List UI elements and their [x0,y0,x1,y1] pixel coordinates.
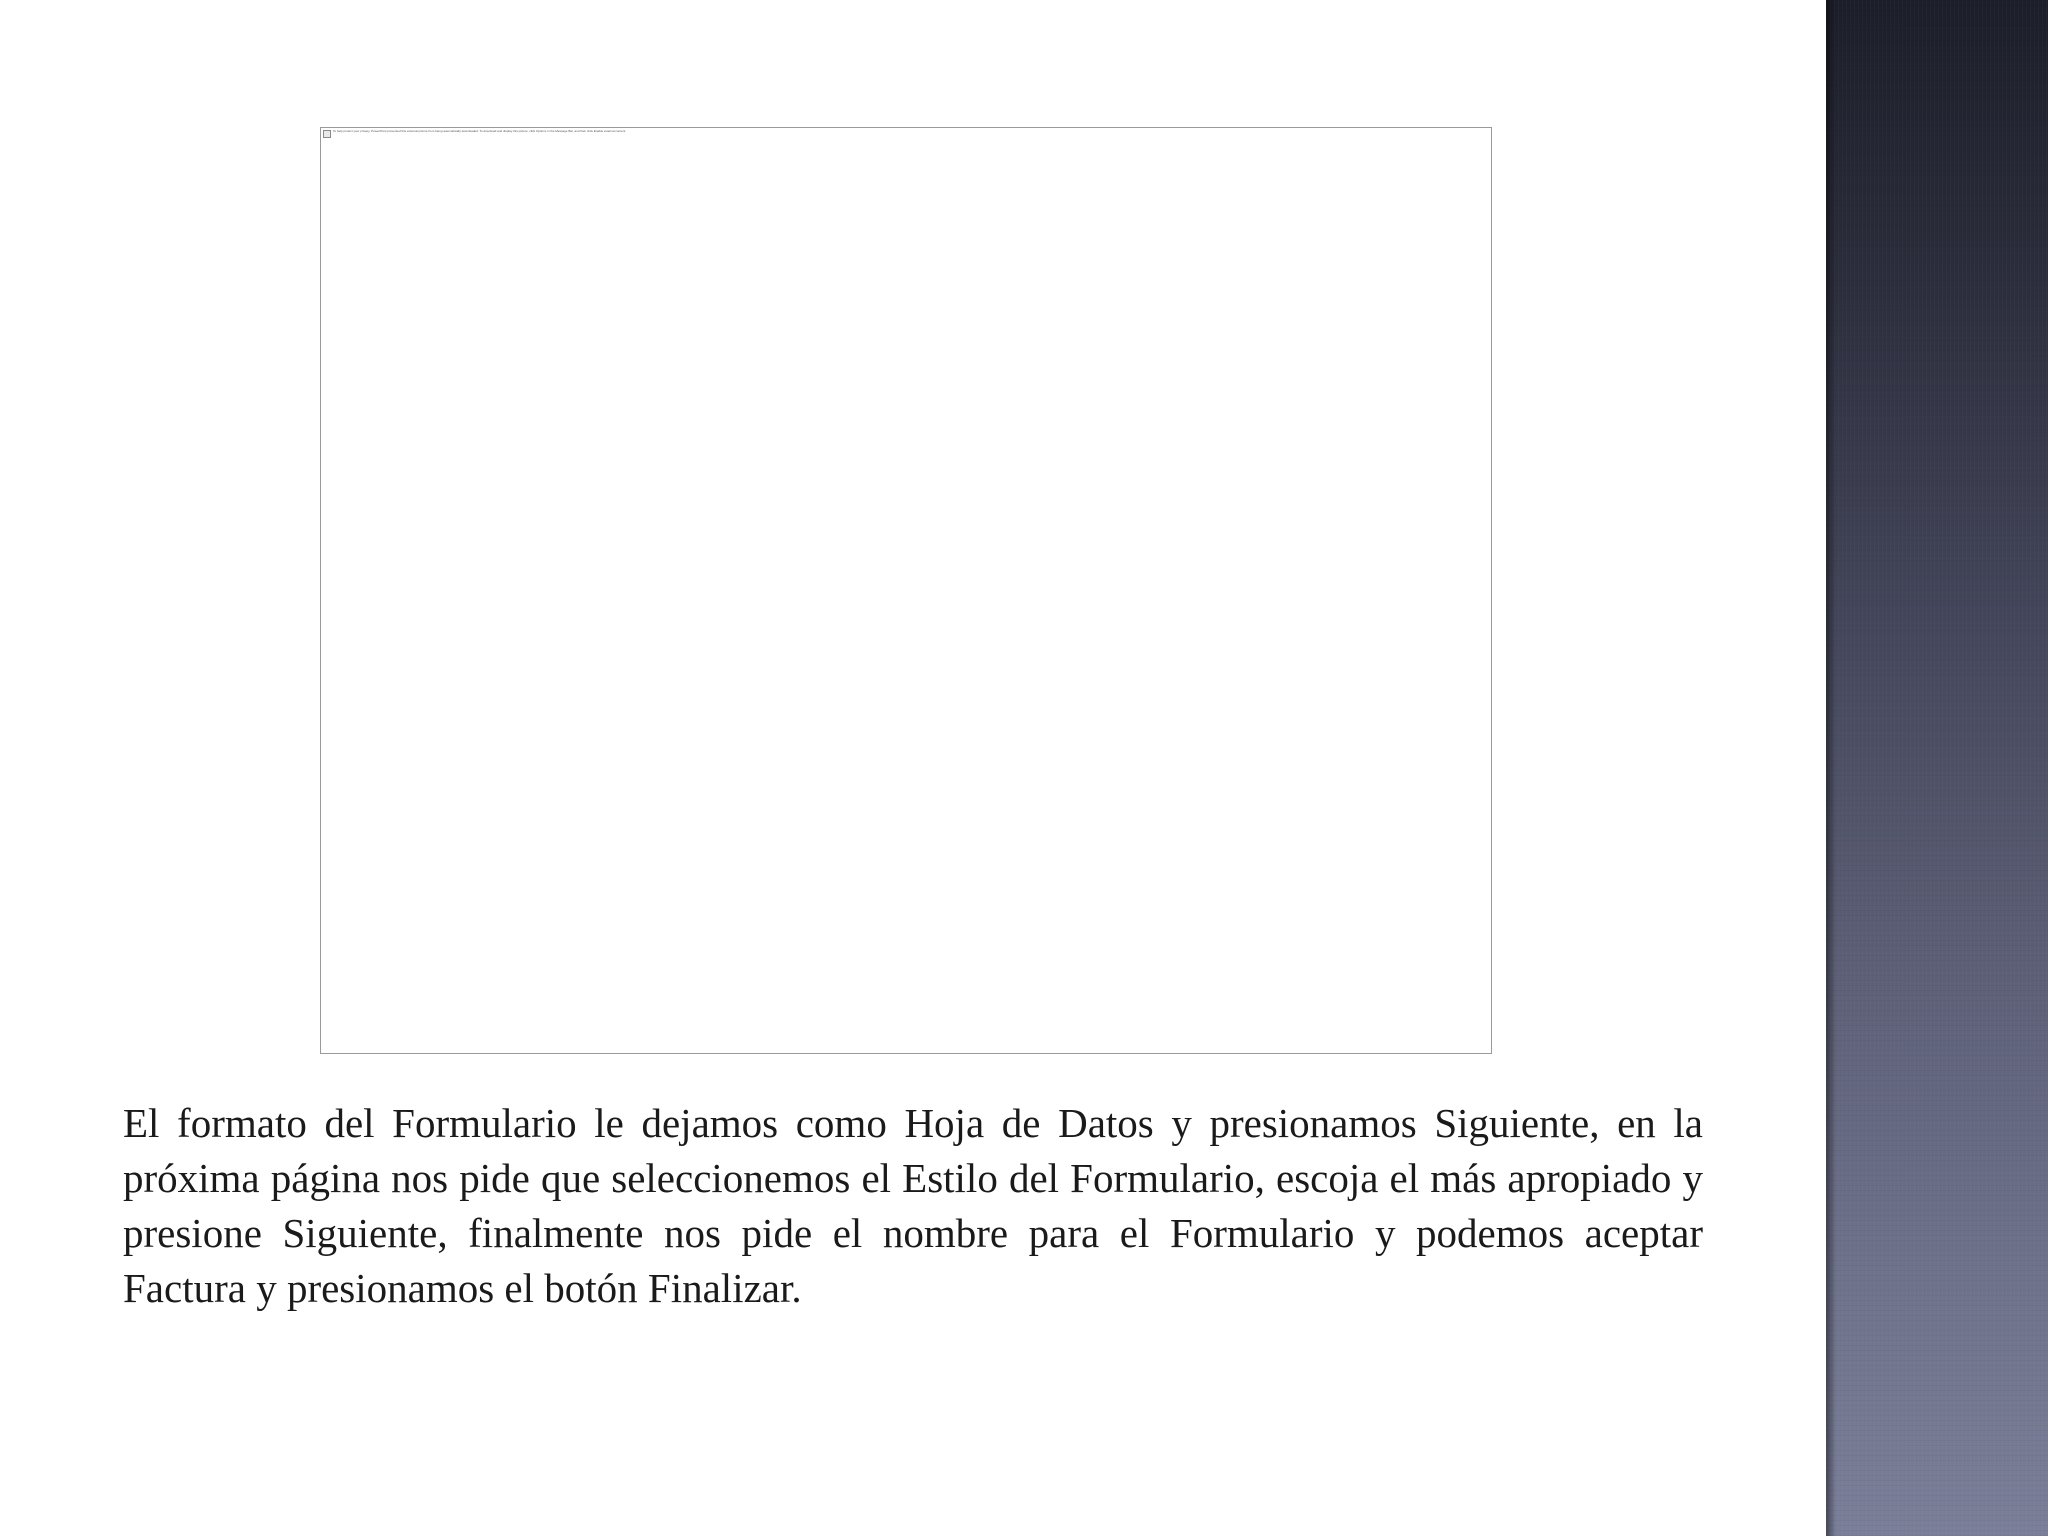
decorative-side-panel [1826,0,2048,1536]
slide-body-text: El formato del Formulario le dejamos como Hoja de Datos y presionamos Siguiente, en la próxima página nos pide que seleccionemos el Estilo del Formulario, escoja el más apropiado y presione Siguiente, finalmente nos pide el nombre para el Formulario y podemos aceptar Factura y presionamos el botón Finalizar. [123,1100,1703,1311]
broken-image-icon [323,130,331,138]
picture-placeholder[interactable] [320,127,1492,1054]
picture-placeholder-note: To help protect your privacy, PowerPoint prevented this external picture from being automatically downloaded. To download and display this picture, click Options in the Message Bar, and then click Enable external content. [333,129,627,133]
